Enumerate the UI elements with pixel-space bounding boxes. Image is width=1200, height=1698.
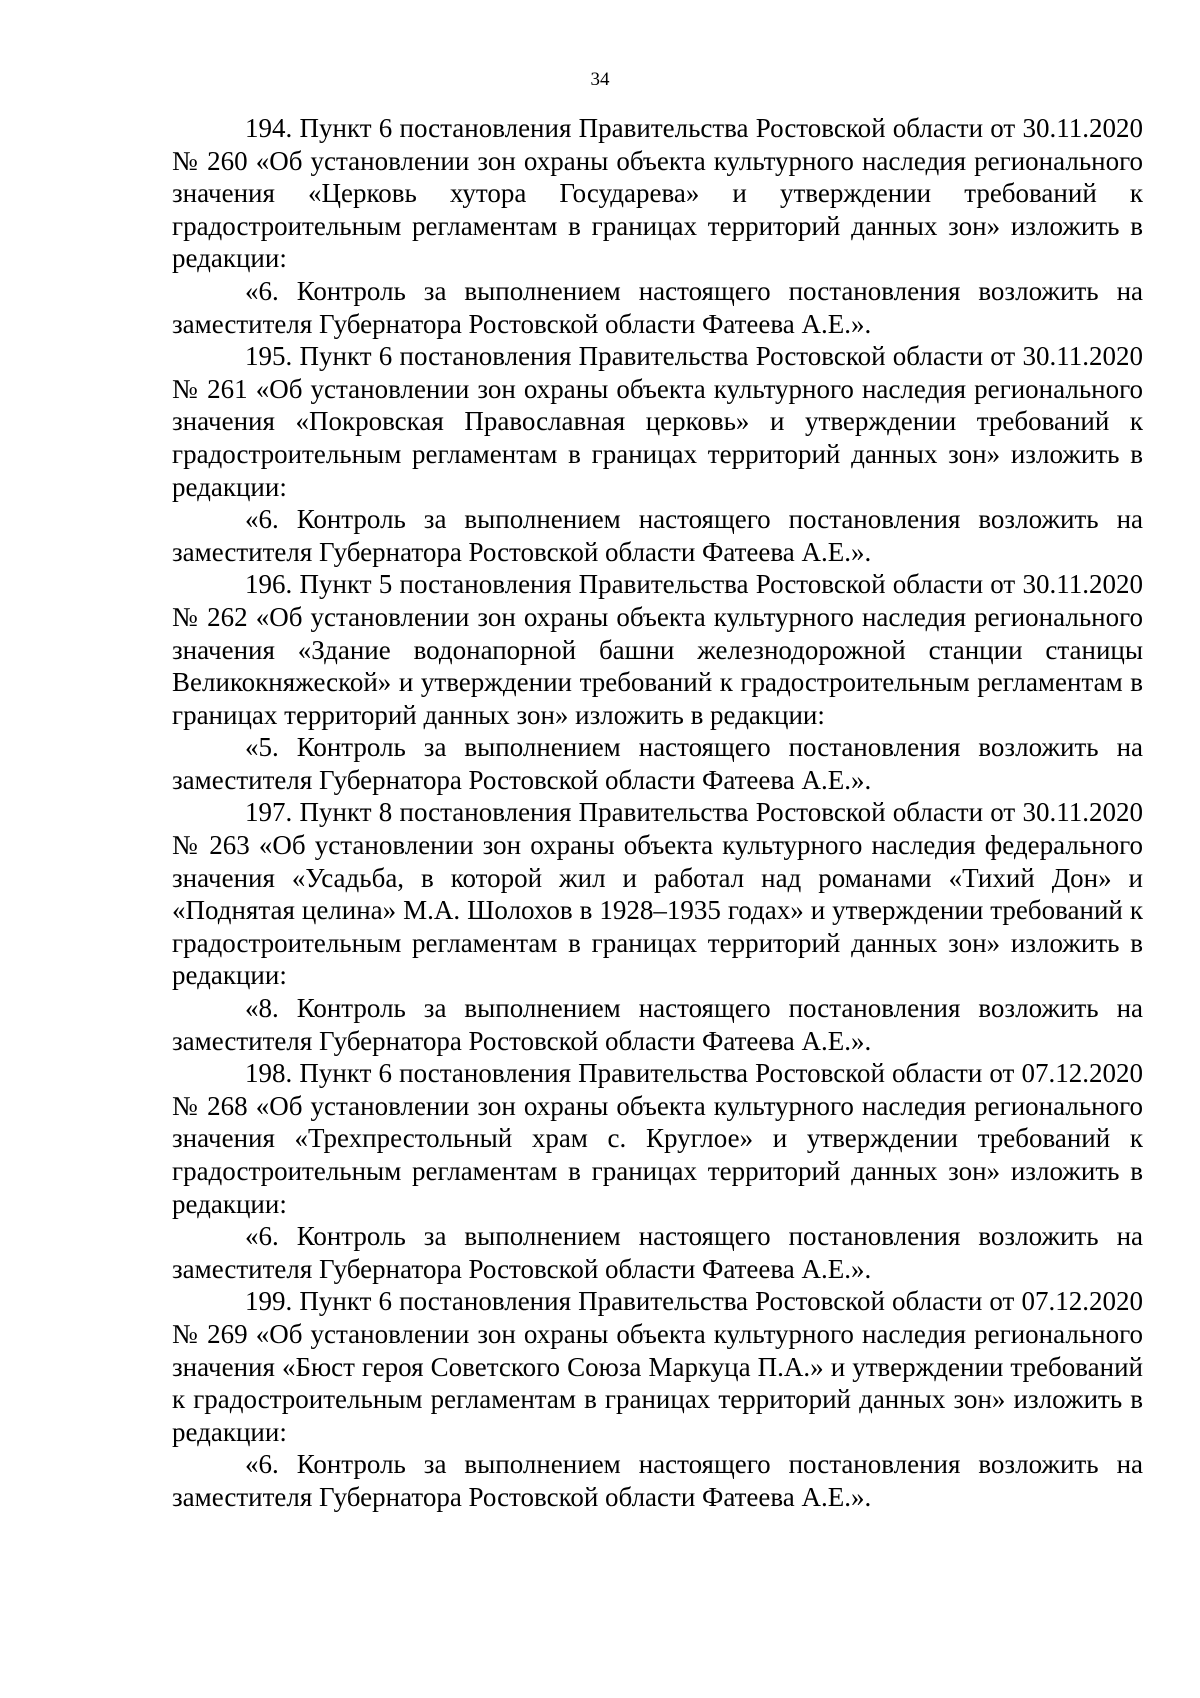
paragraph-amendment-text: «8. Контроль за выполнением настоящего постановления возложить на заместителя Губернатора Ростовской области Фатеева А.Е.». — [172, 993, 1143, 1056]
paragraph-amendment-text: «6. Контроль за выполнением настоящего постановления возложить на заместителя Губернатора Ростовской области Фатеева А.Е.». — [172, 275, 1143, 339]
paragraph-item-195: 195. Пункт 6 постановления Правительства Ростовской области от 30.11.2020 № 261 «Об установлении зон охраны объекта культурного наследия регионального значения «Покровская Православная церковь» и утверждении требований к градостроительным регламентам в границах территорий данных зон» изложить в редакции: — [172, 341, 1143, 502]
paragraph-amendment-text: «5. Контроль за выполнением настоящего постановления возложить на заместителя Губернатора Ростовской области Фатеева А.Е.». — [172, 732, 1143, 795]
paragraph-amendment-text: «6. Контроль за выполнением настоящего постановления возложить на заместителя Губернатора Ростовской области Фатеева А.Е.». — [172, 504, 1143, 567]
document-body — [172, 112, 1143, 1514]
paragraph-item-196: 196. Пункт 5 постановления Правительства Ростовской области от 30.11.2020 № 262 «Об установлении зон охраны объекта культурного наследия регионального значения «Здание водонапорной башни железнодорожной станции станицы Великокняжеской» и утверждении требований к градостроительным регламентам в границах территорий данных зон» изложить в редакции: — [172, 569, 1143, 730]
paragraph-item-199: 199. Пункт 6 постановления Правительства Ростовской области от 07.12.2020 № 269 «Об установлении зон охраны объекта культурного наследия регионального значения «Бюст героя Советского Союза Маркуца П.А.» и утверждении требований к градостроительным регламентам в границах территорий данных зон» изложить в редакции: — [172, 1286, 1143, 1447]
paragraph-amendment-text: «6. Контроль за выполнением настоящего постановления возложить на заместителя Губернатора Ростовской области Фатеева А.Е.». — [172, 1449, 1143, 1512]
paragraph-amendment-text: «6. Контроль за выполнением настоящего постановления возложить на заместителя Губернатора Ростовской области Фатеева А.Е.». — [172, 1221, 1143, 1284]
paragraph-item-194: 194. Пункт 6 постановления Правительства Ростовской области от 30.11.2020 № 260 «Об установлении зон охраны объекта культурного наследия регионального значения «Церковь хутора Государева» и утверждении требований к градостроительным регламентам в границах территорий данных зон» изложить в редакции: — [172, 113, 1143, 274]
paragraph-item-197: 197. Пункт 8 постановления Правительства Ростовской области от 30.11.2020 № 263 «Об установлении зон охраны объекта культурного наследия федерального значения «Усадьба, в которой жил и работал над романами «Тихий Дон» и «Поднятая целина» М.А. Шолохов в 1928–1935 годах» и утверждении требований к градостроительным регламентам в границах территорий данных зон» изложить в редакции: — [172, 797, 1143, 991]
paragraph-item-198: 198. Пункт 6 постановления Правительства Ростовской области от 07.12.2020 № 268 «Об установлении зон охраны объекта культурного наследия регионального значения «Трехпрестольный храм с. Круглое» и утверждении требований к градостроительным регламентам в границах территорий данных зон» изложить в редакции: — [172, 1058, 1143, 1219]
page-number: 34 — [590, 69, 610, 90]
